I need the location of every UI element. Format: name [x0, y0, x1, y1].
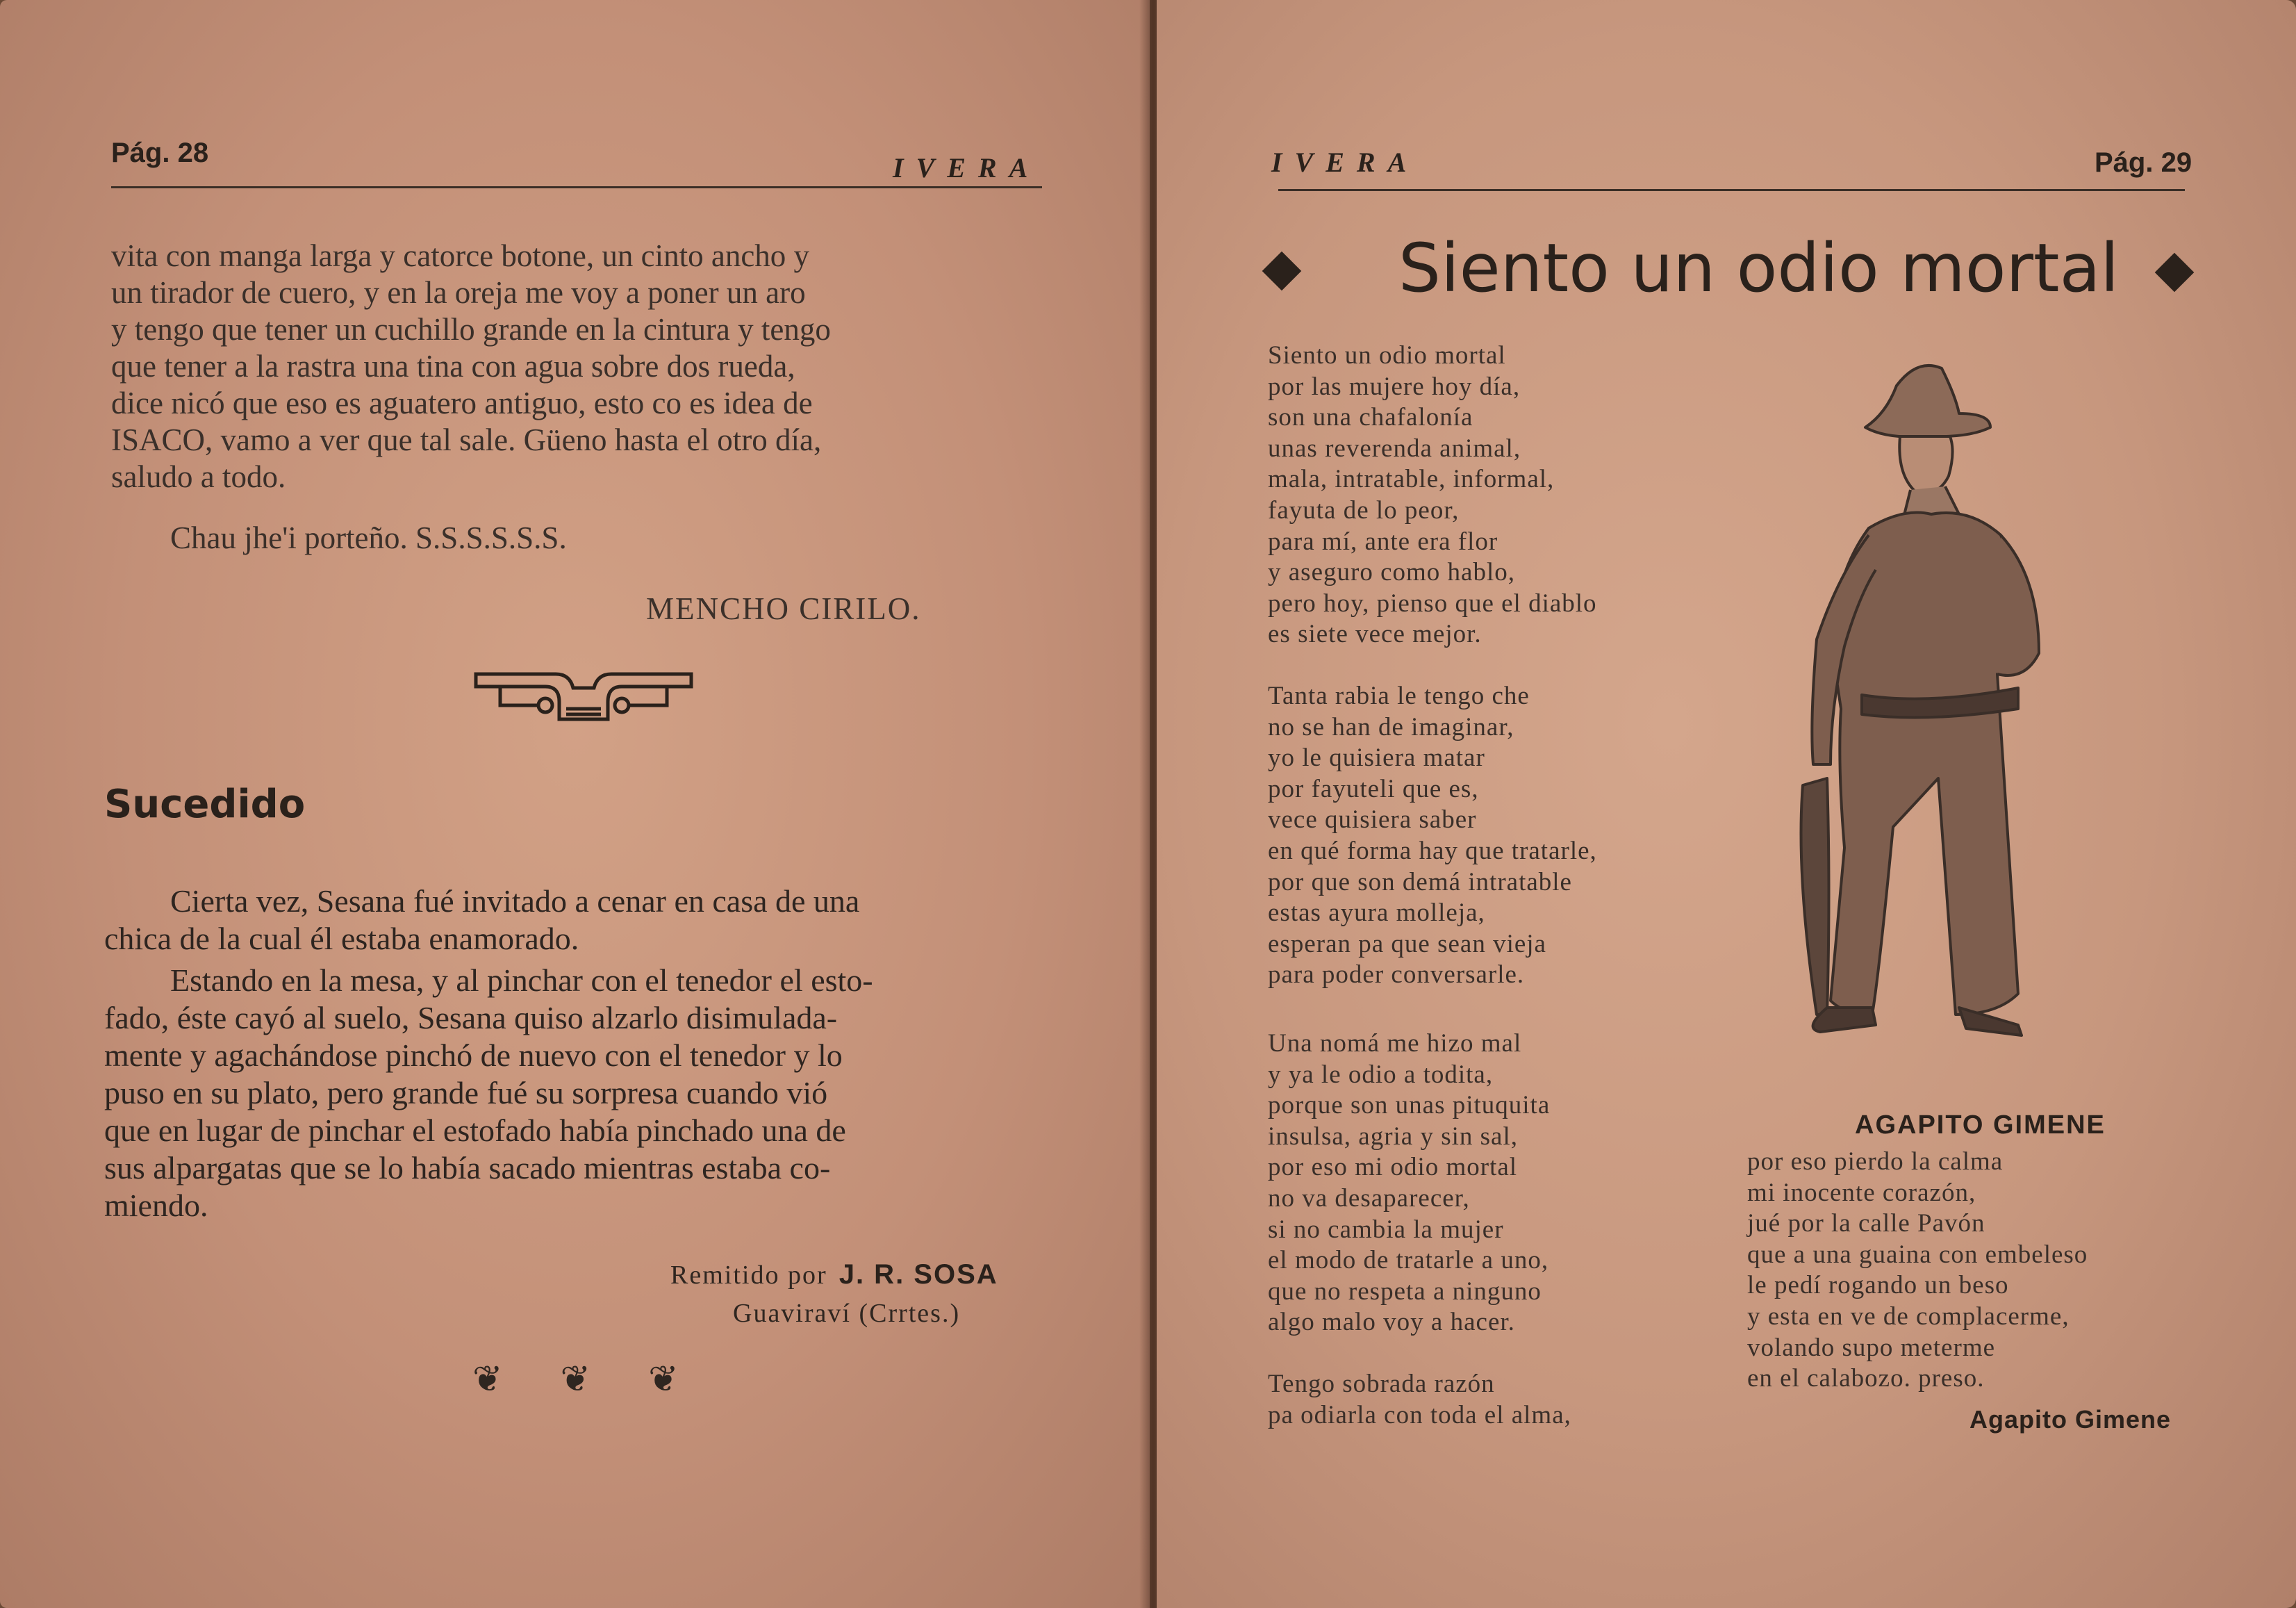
- fleuron-icon: ❦: [472, 1359, 503, 1400]
- poem-line: Una nomá me hizo mal: [1268, 1029, 1522, 1058]
- text-line: chica de la cual él estaba enamorado.: [104, 921, 579, 956]
- poem-line: porque son unas pituquita: [1268, 1091, 1551, 1120]
- text-line: que tener a la rastra una tina con agua sobre dos rueda,: [111, 349, 795, 384]
- text-line: un tirador de cuero, y en la oreja me voy a poner un aro: [111, 275, 806, 310]
- poem-line: para poder conversarle.: [1268, 960, 1525, 990]
- magazine-name: IVERA: [1271, 147, 1419, 178]
- illustration-caption: AGAPITO GIMENE: [1855, 1110, 2106, 1140]
- poem-stanza-4: [1268, 1369, 1571, 1431]
- poem-author: Agapito Gimene: [1969, 1405, 2172, 1434]
- poem-line: esperan pa que sean vieja: [1268, 929, 1546, 958]
- poem-stanza-3: [1268, 1028, 1550, 1338]
- page-number: Pág. 28: [111, 138, 209, 168]
- remitido-place: Guaviraví (Crrtes.): [733, 1299, 961, 1328]
- poem-line: Siento un odio mortal: [1268, 341, 1506, 370]
- poem-line: por las mujere hoy día,: [1268, 372, 1521, 401]
- poem-line: Tengo sobrada razón: [1268, 1370, 1495, 1398]
- text-line: mente y agachándose pinchó de nuevo con el tenedor y lo: [104, 1037, 843, 1073]
- poem-title: Siento un odio mortal: [1398, 229, 2120, 307]
- text-line: y tengo que tener un cuchillo grande en la cintura y tengo: [111, 312, 831, 347]
- poem-line: jué por la calle Pavón: [1747, 1209, 1985, 1238]
- diamond-icon: [2155, 253, 2195, 293]
- story-paragraph-1: [104, 883, 859, 958]
- poem-stanza-5: [1747, 1147, 2088, 1395]
- poem-line: si no cambia la mujer: [1268, 1215, 1504, 1244]
- remitido-label: Remitido por: [670, 1261, 827, 1290]
- poem-line: pero hoy, pienso que el diablo: [1268, 589, 1597, 618]
- story-paragraph-2: [104, 962, 873, 1224]
- text-line: fado, éste cayó al suelo, Sesana quiso alzarlo disimulada-: [104, 1000, 838, 1035]
- text-line: vita con manga larga y catorce botone, un cinto ancho y: [111, 238, 810, 273]
- ornament-divider-icon: [472, 667, 695, 726]
- diamond-icon: [1262, 252, 1302, 291]
- continued-text: [111, 238, 831, 495]
- right-page: [1157, 0, 2296, 1608]
- signature: MENCHO CIRILO.: [646, 591, 921, 626]
- magazine-name: IVERA: [893, 152, 1041, 183]
- poem-line: unas reverenda animal,: [1268, 434, 1521, 463]
- poem-line: Tanta rabia le tengo che: [1268, 682, 1530, 710]
- poem-line: vece quisiera saber: [1268, 805, 1477, 835]
- remitido-line: [670, 1259, 998, 1290]
- text-line: que en lugar de pinchar el estofado había pinchado una de: [104, 1113, 846, 1148]
- header-rule: [111, 186, 1042, 188]
- poem-line: por fayuteli que es,: [1268, 774, 1479, 803]
- poem-line: que no respeta a ninguno: [1268, 1277, 1542, 1306]
- poem-line: yo le quisiera matar: [1268, 744, 1485, 773]
- text-line: puso en su plato, pero grande fué su sorpresa cuando vió: [104, 1075, 828, 1110]
- text-line: miendo.: [104, 1188, 208, 1223]
- text-line: Estando en la mesa, y al pinchar con el tenedor el esto-: [170, 962, 873, 998]
- section-title: Sucedido: [104, 782, 306, 827]
- text-line: ISACO, vamo a ver que tal sale. Güeno hasta el otro día,: [111, 422, 822, 457]
- fleuron-icon: ❦: [560, 1359, 591, 1400]
- poem-line: mi inocente corazón,: [1747, 1178, 1976, 1207]
- poem-stanza-2: [1268, 681, 1597, 991]
- header-rule: [1278, 189, 2185, 191]
- poem-line: son una chafalonía: [1268, 403, 1473, 432]
- poem-line: por eso pierdo la calma: [1747, 1147, 2004, 1176]
- poem-line: por que son demá intratable: [1268, 867, 1572, 896]
- poem-line: volando supo meterme: [1747, 1333, 1996, 1362]
- gaucho-illustration: [1789, 347, 2081, 1112]
- poem-line: estas ayura molleja,: [1268, 899, 1485, 928]
- poem-line: no va desaparecer,: [1268, 1183, 1470, 1213]
- poem-line: mala, intratable, informal,: [1268, 465, 1555, 494]
- poem-line: que a una guaina con embeleso: [1747, 1240, 2088, 1269]
- poem-line: no se han de imaginar,: [1268, 712, 1514, 741]
- text-line: sus alpargatas que se lo había sacado mientras estaba co-: [104, 1150, 831, 1186]
- fleuron-icon: ❦: [648, 1359, 679, 1400]
- poem-line: fayuta de lo peor,: [1268, 495, 1460, 525]
- poem-line: insulsa, agria y sin sal,: [1268, 1122, 1519, 1151]
- closing-ornaments: [472, 1359, 690, 1400]
- poem-line: y ya le odio a todita,: [1268, 1060, 1494, 1089]
- poem-line: por eso mi odio mortal: [1268, 1153, 1518, 1182]
- text-line: Cierta vez, Sesana fué invitado a cenar en casa de una: [170, 883, 860, 919]
- text-line: dice nicó que eso es aguatero antiguo, esto co es idea de: [111, 386, 813, 420]
- poem-line: pa odiarla con toda el alma,: [1268, 1400, 1571, 1429]
- poem-line: le pedí rogando un beso: [1747, 1271, 2009, 1300]
- poem-line: y esta en ve de complacerme,: [1747, 1302, 2070, 1331]
- poem-line: en qué forma hay que tratarle,: [1268, 836, 1597, 865]
- poem-line: y aseguro como hablo,: [1268, 558, 1515, 587]
- poem-line: algo malo voy a hacer.: [1268, 1308, 1515, 1337]
- poem-line: en el calabozo. preso.: [1747, 1364, 1985, 1393]
- poem-line: es siete vece mejor.: [1268, 620, 1482, 649]
- remitido-name: J. R. SOSA: [839, 1259, 998, 1290]
- farewell-line: Chau jhe'i porteño. S.S.S.S.S.S.: [170, 520, 567, 555]
- poem-line: para mí, ante era flor: [1268, 527, 1498, 556]
- poem-stanza-1: [1268, 341, 1597, 650]
- page-number: Pág. 29: [2095, 147, 2192, 178]
- poem-line: el modo de tratarle a uno,: [1268, 1246, 1549, 1275]
- text-line: saludo a todo.: [111, 459, 286, 494]
